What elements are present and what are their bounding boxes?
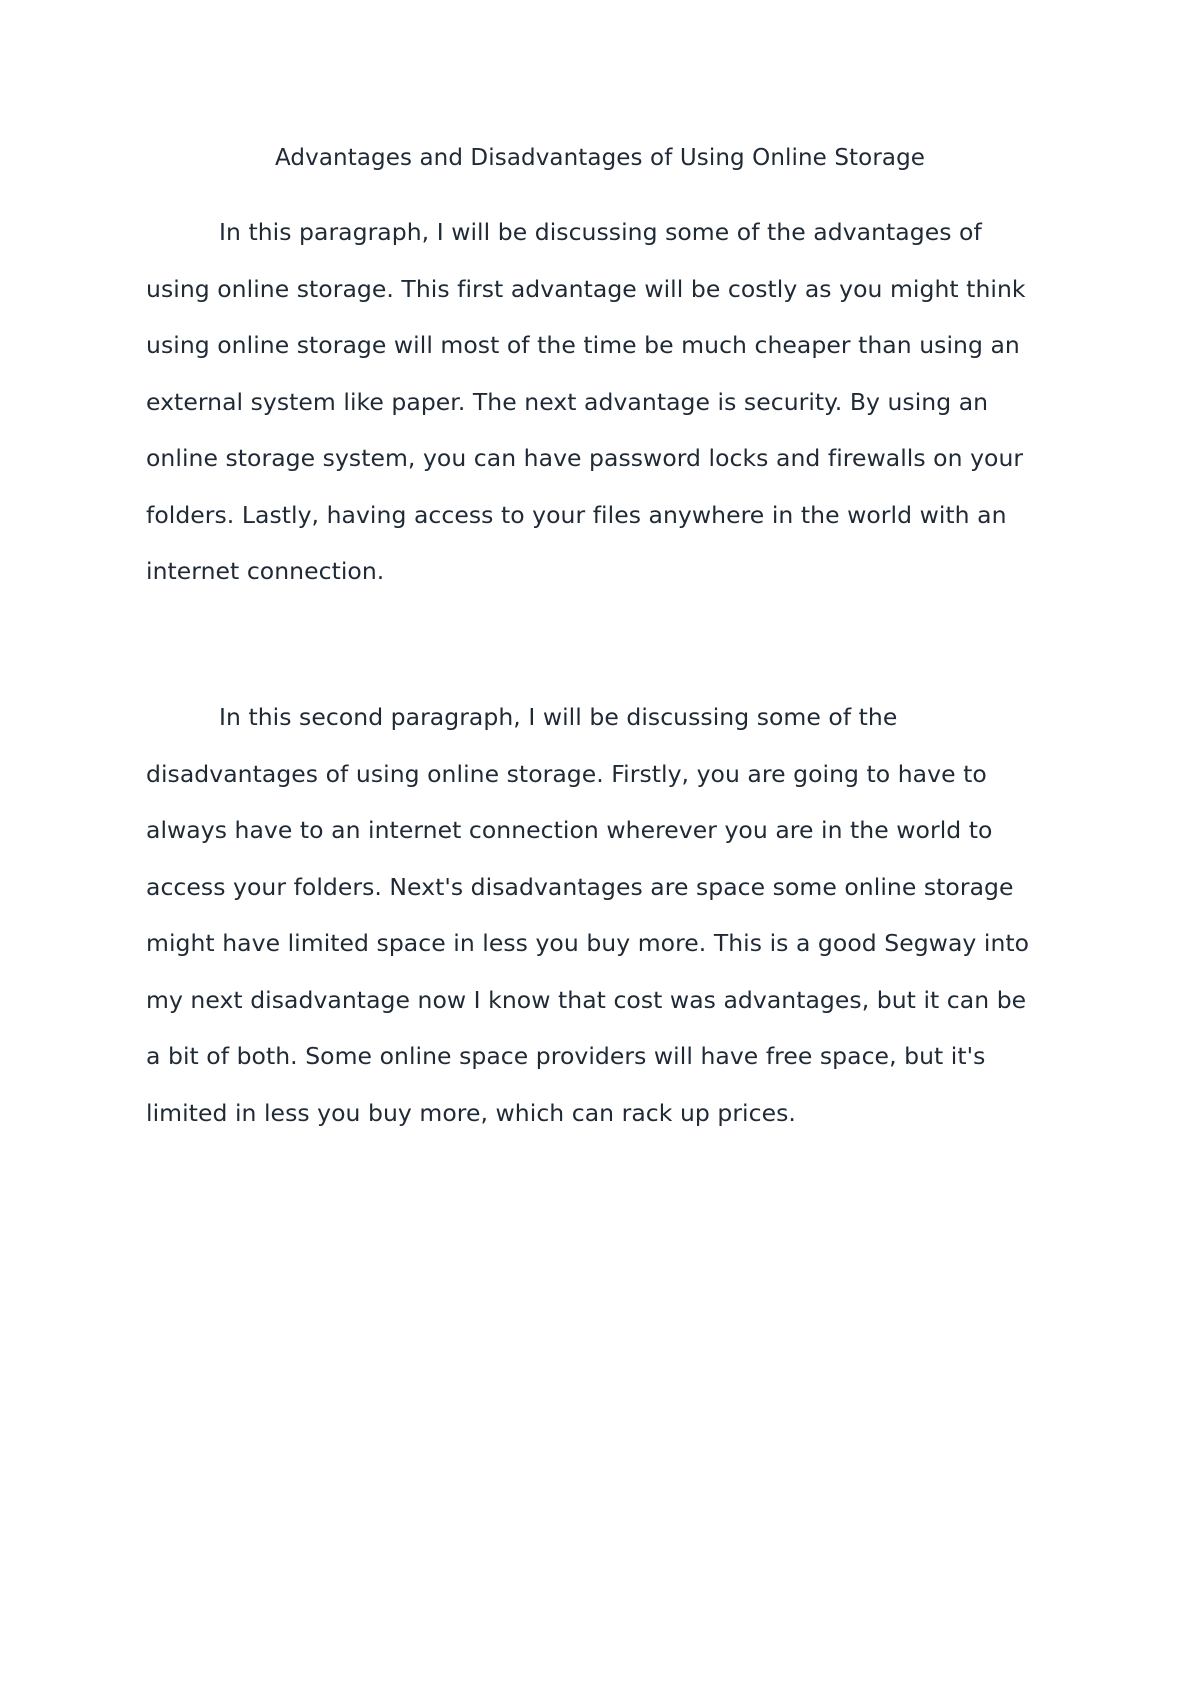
paragraph-line: internet connection.: [146, 557, 385, 585]
paragraph-line: disadvantages of using online storage. Firstly, you are going to have to: [146, 759, 987, 788]
paragraph-line: using online storage. This first advantage will be costly as you might think: [146, 274, 1026, 303]
paragraph-line: In this paragraph, I will be discussing some of the advantages of: [219, 218, 982, 246]
paragraph-advantages: [146, 204, 1066, 600]
paragraph-disadvantages: [146, 689, 1066, 1141]
paragraph-line: access your folders. Next's disadvantages are space some online storage: [146, 872, 1014, 901]
paragraph-line: folders. Lastly, having access to your files anywhere in the world with an: [146, 500, 1007, 529]
paragraph-line: my next disadvantage now I know that cost was advantages, but it can be: [146, 985, 1027, 1014]
paragraph-line: a bit of both. Some online space providers will have free space, but it's: [146, 1042, 986, 1070]
paragraph-line: might have limited space in less you buy more. This is a good Segway into: [146, 929, 1030, 957]
paragraph-line: external system like paper. The next advantage is security. By using an: [146, 387, 989, 416]
paragraph-line: always have to an internet connection wherever you are in the world to: [146, 816, 993, 844]
paragraph-line: using online storage will most of the time be much cheaper than using an: [146, 331, 1020, 359]
paragraph-line: online storage system, you can have password locks and firewalls on your: [146, 444, 1024, 472]
document-title: Advantages and Disadvantages of Using Online Storage: [274, 145, 926, 171]
paragraph-line: In this second paragraph, I will be discussing some of the: [219, 703, 898, 731]
paragraph-line: limited in less you buy more, which can rack up prices.: [146, 1098, 796, 1127]
